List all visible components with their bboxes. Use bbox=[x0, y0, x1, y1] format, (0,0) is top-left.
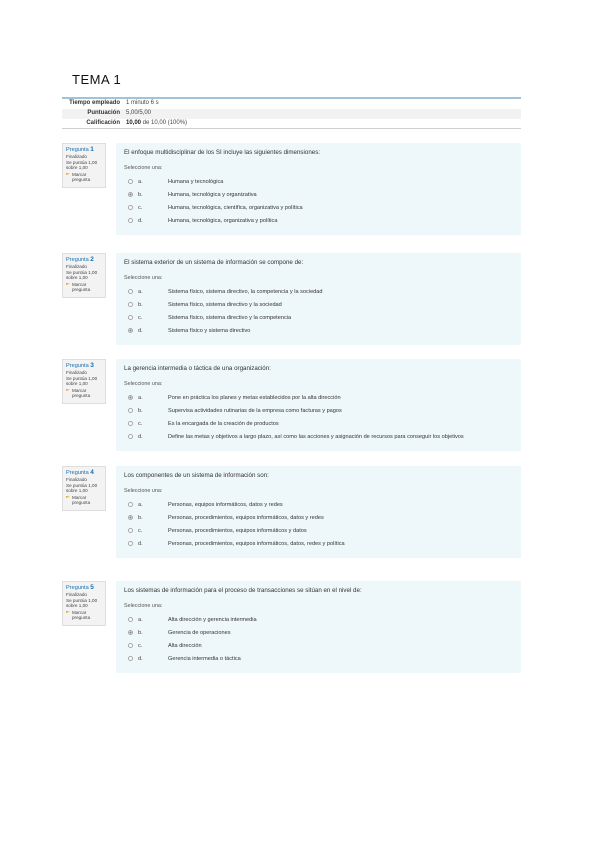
answer-option[interactable] bbox=[124, 639, 513, 652]
question-number-label: Pregunta bbox=[66, 257, 89, 263]
question-text: La gerencia intermedia o táctica de una organización: bbox=[124, 365, 271, 372]
answer-options bbox=[124, 498, 513, 550]
option-letter: a. bbox=[138, 501, 143, 508]
radio-button[interactable] bbox=[128, 192, 133, 197]
flag-question-link[interactable] bbox=[66, 610, 102, 621]
option-letter: b. bbox=[138, 629, 143, 636]
radio-button[interactable] bbox=[128, 617, 133, 622]
option-text: Personas, procedimientos, equipos informáticos y datos bbox=[168, 527, 307, 534]
question-text: Los componentes de un sistema de información son: bbox=[124, 472, 269, 479]
option-letter: c. bbox=[138, 527, 143, 534]
question-number bbox=[66, 584, 102, 592]
question-info bbox=[62, 466, 106, 511]
answer-options bbox=[124, 391, 513, 443]
answer-option[interactable] bbox=[124, 613, 513, 626]
radio-button[interactable] bbox=[128, 541, 133, 546]
question-info bbox=[62, 143, 106, 188]
answer-option[interactable] bbox=[124, 214, 513, 227]
summary-row-grade bbox=[62, 119, 521, 129]
grade-value: 10,00 bbox=[126, 120, 142, 126]
summary-value: 1 minuto 6 s bbox=[126, 100, 159, 106]
answer-options bbox=[124, 285, 513, 337]
option-letter: a. bbox=[138, 288, 143, 295]
flag-label: Marcar pregunta bbox=[72, 171, 91, 183]
question-status: Finalizado bbox=[66, 477, 87, 482]
flag-icon bbox=[66, 611, 70, 615]
radio-button[interactable] bbox=[128, 515, 133, 520]
flag-label: Marcar pregunta bbox=[72, 387, 91, 399]
question-number bbox=[66, 146, 102, 154]
question-status: Finalizado bbox=[66, 592, 87, 597]
question-status: Finalizado bbox=[66, 154, 87, 159]
option-letter: b. bbox=[138, 407, 143, 414]
answer-option[interactable] bbox=[124, 285, 513, 298]
option-letter: b. bbox=[138, 514, 143, 521]
question-score: Se puntúa 1,00 sobre 1,00 bbox=[66, 375, 98, 387]
option-text: Sistema físico, sistema directivo y la sociedad bbox=[168, 301, 282, 308]
option-text: Humana, tecnológica y organizativa bbox=[168, 191, 257, 198]
option-text: Pone en práctica los planes y metas establecidos por la alta dirección bbox=[168, 394, 341, 401]
radio-button[interactable] bbox=[128, 302, 133, 307]
answer-option[interactable] bbox=[124, 626, 513, 639]
answer-option[interactable] bbox=[124, 524, 513, 537]
radio-button[interactable] bbox=[128, 434, 133, 439]
question-number-value: 2 bbox=[90, 256, 94, 263]
option-letter: d. bbox=[138, 217, 143, 224]
radio-button[interactable] bbox=[128, 179, 133, 184]
summary-label: Tiempo empleado bbox=[69, 100, 120, 106]
question-content bbox=[116, 359, 521, 451]
answer-option[interactable] bbox=[124, 201, 513, 214]
answer-prompt: Seleccione una: bbox=[124, 603, 163, 609]
question-number-value: 4 bbox=[90, 469, 94, 476]
flag-icon bbox=[66, 283, 70, 287]
option-text: Alta dirección bbox=[168, 642, 202, 649]
question-score: Se puntúa 1,00 sobre 1,00 bbox=[66, 159, 98, 171]
option-text: Alta dirección y gerencia intermedia bbox=[168, 616, 257, 623]
question-score: Se puntúa 1,00 sobre 1,00 bbox=[66, 597, 98, 609]
radio-button[interactable] bbox=[128, 395, 133, 400]
question-content bbox=[116, 143, 521, 235]
option-letter: b. bbox=[138, 301, 143, 308]
grade-total: de 10,00 (100%) bbox=[141, 120, 188, 126]
radio-button[interactable] bbox=[128, 315, 133, 320]
option-text: Es la encargada de la creación de productos bbox=[168, 420, 279, 427]
radio-button[interactable] bbox=[128, 218, 133, 223]
option-text: Gerencia intermedia o táctica bbox=[168, 655, 241, 662]
answer-prompt: Seleccione una: bbox=[124, 275, 163, 281]
question-text: El sistema exterior de un sistema de información se compone de: bbox=[124, 259, 304, 266]
option-letter: c. bbox=[138, 314, 143, 321]
option-text: Sistema físico, sistema directivo, la competencia y la sociedad bbox=[168, 288, 323, 295]
summary-row-score bbox=[62, 109, 521, 119]
option-text: Humana y tecnológica bbox=[168, 178, 224, 185]
answer-option[interactable] bbox=[124, 652, 513, 665]
summary-label: Puntuación bbox=[87, 110, 120, 116]
summary-value bbox=[124, 119, 521, 127]
flag-label: Marcar pregunta bbox=[72, 494, 91, 506]
option-letter: a. bbox=[138, 616, 143, 623]
answer-option[interactable] bbox=[124, 175, 513, 188]
answer-option[interactable] bbox=[124, 188, 513, 201]
radio-button[interactable] bbox=[128, 643, 133, 648]
question-status: Finalizado bbox=[66, 264, 87, 269]
question-number-value: 5 bbox=[90, 584, 94, 591]
answer-prompt: Seleccione una: bbox=[124, 165, 163, 171]
radio-button[interactable] bbox=[128, 630, 133, 635]
flag-label: Marcar pregunta bbox=[72, 609, 91, 621]
summary-value: 5,00/5,00 bbox=[126, 110, 152, 116]
question-number-label: Pregunta bbox=[66, 147, 89, 153]
option-text: Sistema físico y sistema directivo bbox=[168, 327, 251, 334]
flag-icon bbox=[66, 389, 70, 393]
option-text: Personas, procedimientos, equipos informáticos, datos y redes bbox=[168, 514, 324, 521]
option-letter: d. bbox=[138, 655, 143, 662]
option-letter: c. bbox=[138, 420, 143, 427]
answer-option[interactable] bbox=[124, 430, 513, 443]
flag-icon bbox=[66, 496, 70, 500]
question-score: Se puntúa 1,00 sobre 1,00 bbox=[66, 482, 98, 494]
answer-option[interactable] bbox=[124, 498, 513, 511]
question-text: Los sistemas de información para el proceso de transacciones se sitúan en el nivel de: bbox=[124, 587, 362, 594]
option-letter: c. bbox=[138, 204, 143, 211]
question-number-label: Pregunta bbox=[66, 585, 89, 591]
summary-row-time bbox=[62, 99, 521, 109]
flag-question-link[interactable] bbox=[66, 388, 102, 399]
question-content bbox=[116, 253, 521, 345]
radio-button[interactable] bbox=[128, 205, 133, 210]
answer-option[interactable] bbox=[124, 537, 513, 550]
option-letter: b. bbox=[138, 191, 143, 198]
flag-question-link[interactable] bbox=[66, 495, 102, 506]
question-text: El enfoque multidisciplinar de los SI incluye las siguientes dimensiones: bbox=[124, 149, 321, 156]
answer-option[interactable] bbox=[124, 391, 513, 404]
question-number-value: 1 bbox=[90, 146, 94, 153]
option-text: Personas, procedimientos, equipos informáticos, datos, redes y política bbox=[168, 540, 345, 547]
summary-label: Calificación bbox=[86, 120, 120, 126]
option-letter: d. bbox=[138, 327, 143, 334]
flag-icon bbox=[66, 173, 70, 177]
question-number bbox=[66, 469, 102, 477]
radio-button[interactable] bbox=[128, 502, 133, 507]
question-content bbox=[116, 466, 521, 558]
answer-option[interactable] bbox=[124, 404, 513, 417]
question-score: Se puntúa 1,00 sobre 1,00 bbox=[66, 269, 98, 281]
radio-button[interactable] bbox=[128, 656, 133, 661]
option-text: Personas, equipos informáticos, datos y redes bbox=[168, 501, 283, 508]
question-info bbox=[62, 581, 106, 626]
radio-button[interactable] bbox=[128, 289, 133, 294]
option-text: Sistema físico, sistema directivo y la competencia bbox=[168, 314, 292, 321]
flag-question-link[interactable] bbox=[66, 282, 102, 293]
question-number bbox=[66, 256, 102, 264]
option-letter: a. bbox=[138, 394, 143, 401]
radio-button[interactable] bbox=[128, 421, 133, 426]
option-text: Define las metas y objetivos a largo plazo, así como las acciones y asignación de recursos para conseguir los objetivos bbox=[168, 433, 464, 440]
question-number-label: Pregunta bbox=[66, 363, 89, 369]
radio-button[interactable] bbox=[128, 408, 133, 413]
radio-button[interactable] bbox=[128, 528, 133, 533]
answer-prompt: Seleccione una: bbox=[124, 488, 163, 494]
answer-option[interactable] bbox=[124, 324, 513, 337]
option-letter: a. bbox=[138, 178, 143, 185]
page-title: TEMA 1 bbox=[72, 72, 122, 87]
question-content bbox=[116, 581, 521, 673]
question-number bbox=[66, 362, 102, 370]
answer-options bbox=[124, 613, 513, 665]
answer-option[interactable] bbox=[124, 298, 513, 311]
option-letter: d. bbox=[138, 433, 143, 440]
option-text: Gerencia de operaciones bbox=[168, 629, 231, 636]
answer-prompt: Seleccione una: bbox=[124, 381, 163, 387]
question-info bbox=[62, 359, 106, 404]
option-text: Supervisa actividades rutinarias de la empresa como facturas y pagos bbox=[168, 407, 342, 414]
question-number-label: Pregunta bbox=[66, 470, 89, 476]
option-letter: d. bbox=[138, 540, 143, 547]
flag-question-link[interactable] bbox=[66, 172, 102, 183]
question-number-value: 3 bbox=[90, 362, 94, 369]
attempt-summary bbox=[62, 97, 521, 129]
answer-option[interactable] bbox=[124, 311, 513, 324]
flag-label: Marcar pregunta bbox=[72, 281, 91, 293]
answer-option[interactable] bbox=[124, 417, 513, 430]
option-text: Humana, tecnológica, organizativa y política bbox=[168, 217, 278, 224]
question-status: Finalizado bbox=[66, 370, 87, 375]
answer-options bbox=[124, 175, 513, 227]
question-info bbox=[62, 253, 106, 298]
option-text: Humana, tecnológica, científica, organizativa y política bbox=[168, 204, 303, 211]
answer-option[interactable] bbox=[124, 511, 513, 524]
radio-button[interactable] bbox=[128, 328, 133, 333]
option-letter: c. bbox=[138, 642, 143, 649]
